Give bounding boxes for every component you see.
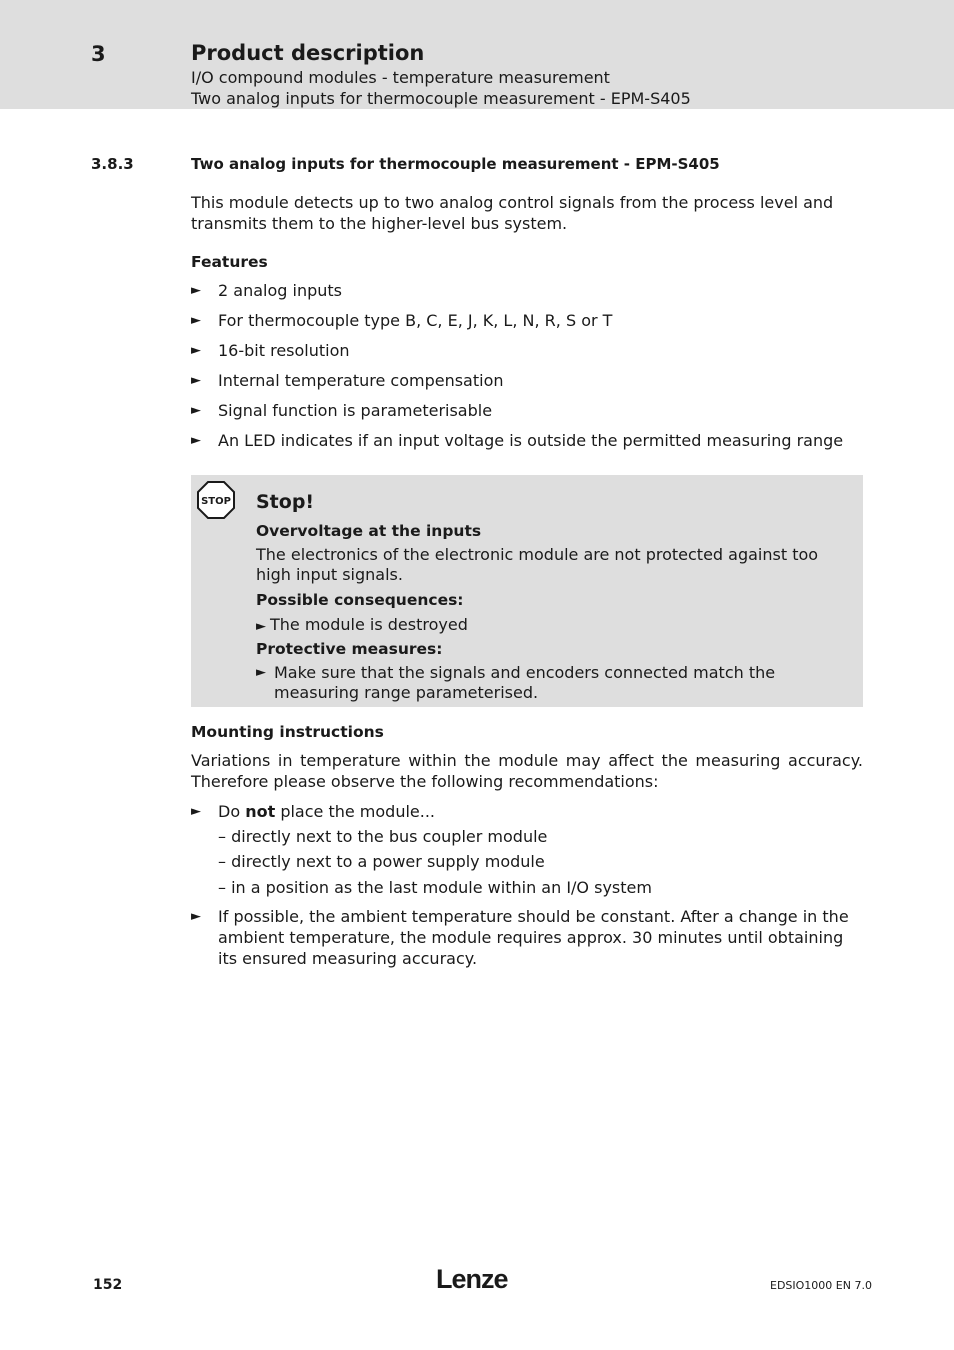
bullet-arrow-icon: ►	[191, 343, 201, 358]
stop-warning-box	[191, 475, 863, 707]
mounting-heading: Mounting instructions	[191, 723, 384, 741]
lenze-logo: Lenze	[436, 1264, 508, 1294]
intro-paragraph: This module detects up to two analog control signals from the process level and transmits them to the higher-level bus system.	[191, 193, 834, 233]
list-item: ► If possible, the ambient temperature should be constant. After a change in the ambient temperature, the module requires approx. 30 minutes until obtaining its ensured measuring accuracy.	[191, 907, 849, 968]
bullet-arrow-icon: ►	[191, 909, 201, 924]
measure-item: ► Make sure that the signals and encoders connected match the measuring range parameterised.	[256, 663, 776, 702]
stop-sign-icon	[197, 481, 235, 519]
stop-heading: Overvoltage at the inputs	[256, 522, 482, 540]
chapter-number: 3	[91, 42, 106, 66]
features-list	[191, 280, 863, 460]
features-heading: Features	[191, 253, 268, 271]
bullet-arrow-icon: ►	[256, 665, 266, 680]
bullet-arrow-icon: ►	[191, 433, 201, 448]
measures-heading: Protective measures:	[256, 640, 443, 658]
consequences-heading: Possible consequences:	[256, 591, 464, 609]
bullet-arrow-icon: ►	[191, 804, 201, 819]
stop-title: Stop!	[256, 491, 315, 513]
header-subtitle-1: I/O compound modules - temperature measurement	[191, 68, 610, 87]
list-item: ► For thermocouple type B, C, E, J, K, L, N, R, S or T	[191, 311, 613, 330]
list-item: ► An LED indicates if an input voltage is outside the permitted measuring range	[191, 431, 844, 450]
sub-list-item: – directly next to the bus coupler module	[218, 827, 548, 846]
list-item: ► Internal temperature compensation	[191, 371, 504, 390]
bullet-arrow-icon: ►	[191, 403, 201, 418]
section-title: Two analog inputs for thermocouple measurement - EPM-S405	[191, 155, 720, 173]
document-id: EDSIO1000 EN 7.0	[770, 1279, 872, 1292]
bullet-arrow-icon: ►	[191, 373, 201, 388]
page-number: 152	[93, 1277, 123, 1293]
bullet-arrow-icon: ►	[191, 313, 201, 328]
list-item: ► 16-bit resolution	[191, 341, 350, 360]
mounting-paragraph: Variations in temperature within the module may affect the measuring accuracy. Therefore please observe the following recommendations:	[191, 751, 863, 791]
sub-list-item: – in a position as the last module within an I/O system	[218, 878, 652, 897]
bullet-arrow-icon: ►	[191, 283, 201, 298]
list-item: ► Signal function is parameterisable	[191, 401, 493, 420]
page-header	[0, 0, 954, 109]
stop-sign-label: STOP	[201, 496, 231, 507]
stop-text: The electronics of the electronic module are not protected against too high input signals.	[256, 545, 819, 584]
sub-list-item: – directly next to a power supply module	[218, 852, 545, 871]
list-item: ► 2 analog inputs	[191, 281, 342, 300]
chapter-title: Product description	[191, 41, 425, 65]
bullet-arrow-icon: ►	[256, 619, 266, 634]
section-number: 3.8.3	[91, 155, 134, 173]
header-subtitle-2: Two analog inputs for thermocouple measurement - EPM-S405	[191, 89, 691, 108]
consequence-item: ► The module is destroyed	[256, 615, 468, 634]
